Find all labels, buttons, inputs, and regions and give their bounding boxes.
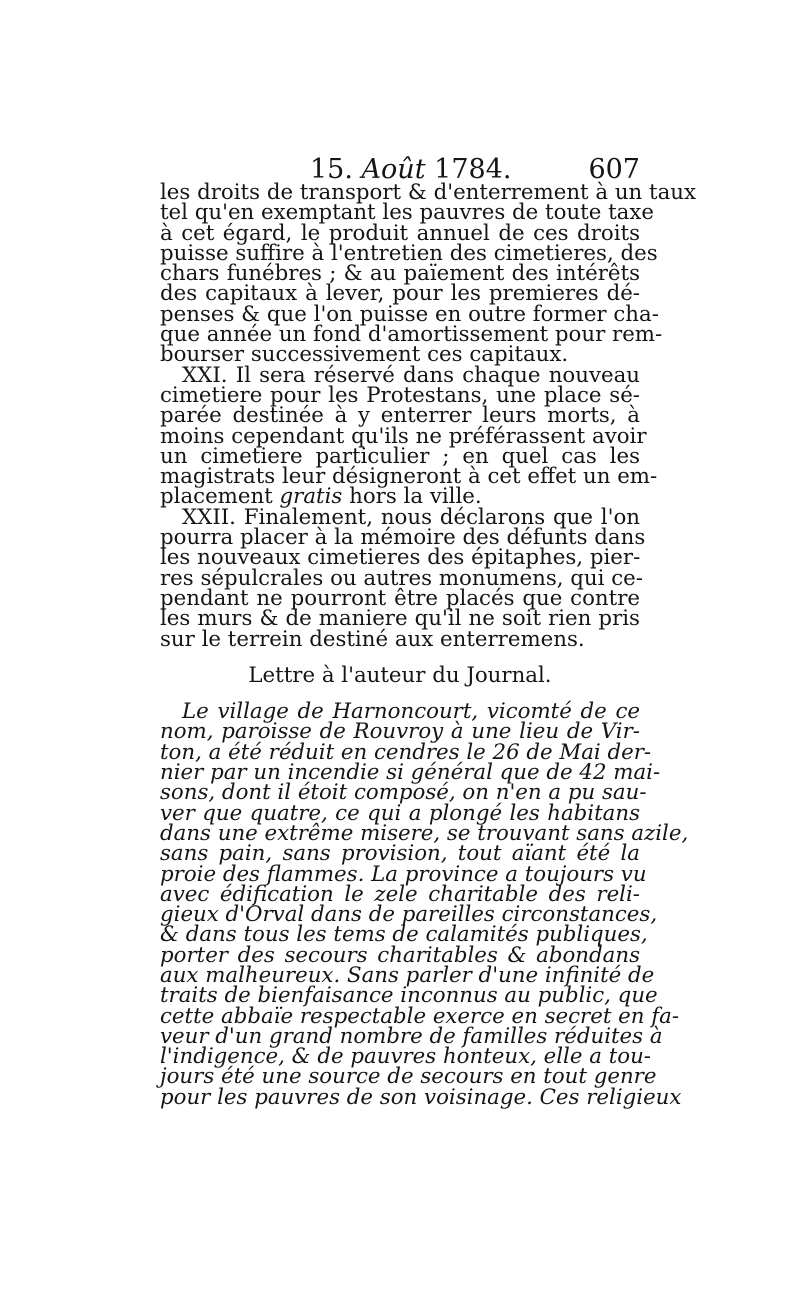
- text-line: sons, dont il étoit composé, on n'en a pu sau-: [160, 780, 647, 806]
- section-continuation: [160, 180, 697, 368]
- article-xxii: [160, 504, 646, 652]
- italic-word: gratis: [279, 484, 343, 510]
- text-line: les nouveaux cimetieres des épitaphes, pier-: [160, 545, 641, 571]
- text-line: pourra placer à la mémoire des défunts dans: [160, 525, 646, 551]
- text-line: sans pain, sans provision, tout aïant été la: [160, 841, 640, 867]
- page-body: [160, 180, 697, 1110]
- text-line: cimetiere pour les Protestans, une place sé-: [160, 382, 640, 408]
- article-xxi: [160, 362, 658, 510]
- text-line: nom, paroisse de Rouvroy à une lieu de Vir-: [160, 719, 640, 745]
- text-line: puisse suffire à l'entretien des cimetieres, des: [160, 240, 658, 266]
- text-line: jours été une source de secours en tout genre: [160, 1064, 657, 1090]
- text-line: veur d'un grand nombre de familles réduites à: [160, 1023, 663, 1049]
- text-line: XXI. Il sera réservé dans chaque nouveau: [182, 362, 640, 388]
- page-number: 607: [588, 154, 640, 185]
- text-line: proie des flammes. La province a toujours vu: [160, 861, 647, 887]
- text-line: ver que quatre, ce qui a plongé les habitans: [160, 800, 640, 826]
- text-line: bourser successivement ces capitaux.: [160, 342, 569, 368]
- text-line: nier par un incendie si général que de 42 mai-: [160, 760, 661, 786]
- text-line: aux malheureux. Sans parler d'une infinité de: [160, 962, 655, 988]
- text-line: les droits de transport & d'enterrement à un taux: [160, 180, 697, 205]
- text-line: à cet égard, le produit annuel de ces droits: [160, 220, 640, 246]
- text-line: pour les pauvres de son voisinage. Ces religieux: [160, 1084, 682, 1110]
- text-line: gieux d'Orval dans de pareilles circonstances,: [160, 902, 658, 928]
- text-segment: placement: [160, 484, 273, 510]
- header-day: 15.: [310, 154, 353, 185]
- text-line: chars funébres ; & au païement des intérêts: [160, 261, 640, 287]
- text-line: cette abbaïe respectable exerce en secret en fa-: [160, 1003, 680, 1029]
- text-segment: hors la ville.: [349, 484, 482, 510]
- text-line: sur le terrein destiné aux enterremens.: [160, 626, 585, 652]
- header-month: Août: [361, 154, 426, 185]
- text-line: porter des secours charitables & abondans: [160, 942, 640, 968]
- text-line: un cimetiere particulier ; en quel cas les: [160, 443, 640, 469]
- text-line: tel qu'en exemptant les pauvres de toute taxe: [160, 200, 654, 226]
- text-line: & dans tous les tems de calamités publiques,: [160, 922, 648, 948]
- text-line: magistrats leur désigneront à cet effet un em-: [160, 464, 658, 490]
- text-line: pendant ne pourront être placés que contre: [160, 585, 640, 611]
- text-line: penses & que l'on puisse en outre former cha-: [160, 301, 659, 327]
- letter-body: [160, 699, 689, 1110]
- text-line: Le village de Harnoncourt, vicomté de ce: [182, 699, 640, 725]
- text-line: des capitaux à lever, pour les premieres dé-: [160, 281, 640, 307]
- text-line: que année un fond d'amortissement pour rem-: [160, 322, 663, 348]
- text-line: avec édification le zele charitable des reli-: [160, 881, 640, 907]
- text-line: ton, a été réduit en cendres le 26 de Mai der-: [160, 739, 652, 765]
- text-line: les murs & de maniere qu'il ne soit rien pris: [160, 606, 640, 632]
- text-line: XXII. Finalement, nous déclarons que l'on: [182, 504, 640, 530]
- header-year: 1784.: [434, 154, 512, 185]
- letter-heading: Lettre à l'auteur du Journal.: [248, 662, 552, 688]
- text-line: traits de bienfaisance inconnus au public, que: [160, 983, 658, 1009]
- text-line: res sépulcrales ou autres monumens, qui ce-: [160, 565, 643, 591]
- text-line: moins cependant qu'ils ne préférassent avoir: [160, 423, 647, 449]
- text-line: dans une extrême misere, se trouvant sans azile,: [160, 820, 689, 846]
- text-line: parée destinée à y enterrer leurs morts, à: [160, 403, 640, 429]
- text-line: l'indigence, & de pauvres honteux, elle a tou-: [160, 1044, 651, 1070]
